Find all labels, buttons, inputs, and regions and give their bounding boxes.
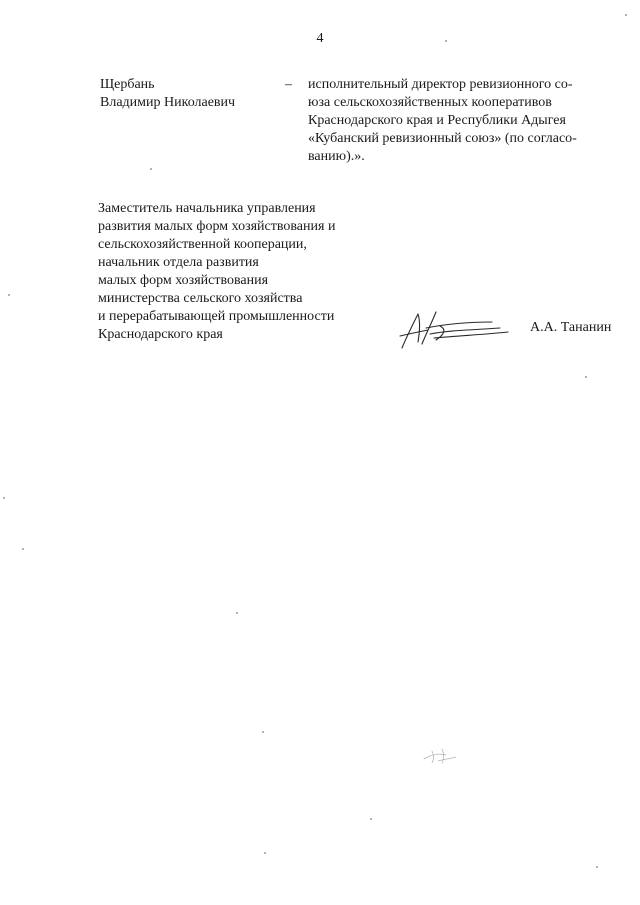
scan-speck [3,497,5,499]
signer-title-line: начальник отдела развития [98,255,259,270]
scan-speck [370,818,372,820]
signer-title-line: сельскохозяйственной кооперации, [98,237,307,252]
entry-person-name [100,76,270,112]
signer-title-line: министерства сельского хозяйства [98,291,303,306]
scan-speck [585,376,587,378]
scan-speck [264,852,266,854]
signer-title [98,200,378,344]
signer-name: А.А. Тананин [530,320,612,335]
entry-description-line: ванию).». [308,149,365,164]
entry-name-line: Щербань [100,77,155,92]
scan-speck [596,866,598,868]
scan-speck [150,168,152,170]
entry-description [308,76,608,166]
scan-speck [8,294,10,296]
entry-description-line: Краснодарского края и Республики Адыгея [308,113,566,128]
entry-description-line: исполнительный директор ревизионного со- [308,77,573,92]
signer-title-line: Краснодарского края [98,327,223,342]
signer-title-line: и перерабатывающей промышленности [98,309,335,324]
scan-speck [22,548,24,550]
signer-title-line: Заместитель начальника управления [98,201,316,216]
scan-artifact-mark [420,745,460,767]
scan-speck [625,14,627,16]
entry-dash: – [285,77,292,92]
signer-title-line: малых форм хозяйствования [98,273,269,288]
signer-title-line: развития малых форм хозяйствования и [98,219,336,234]
scan-speck [236,612,238,614]
entry-description-line: юза сельскохозяйственных кооперативов [308,95,552,110]
page-number: 4 [316,31,324,46]
handwritten-signature-icon [396,308,516,352]
entry-name-line: Владимир Николаевич [100,95,236,110]
entry-description-line: «Кубанский ревизионный союз» (по согласо- [308,131,577,146]
scan-speck [445,40,447,42]
scan-speck [262,731,264,733]
